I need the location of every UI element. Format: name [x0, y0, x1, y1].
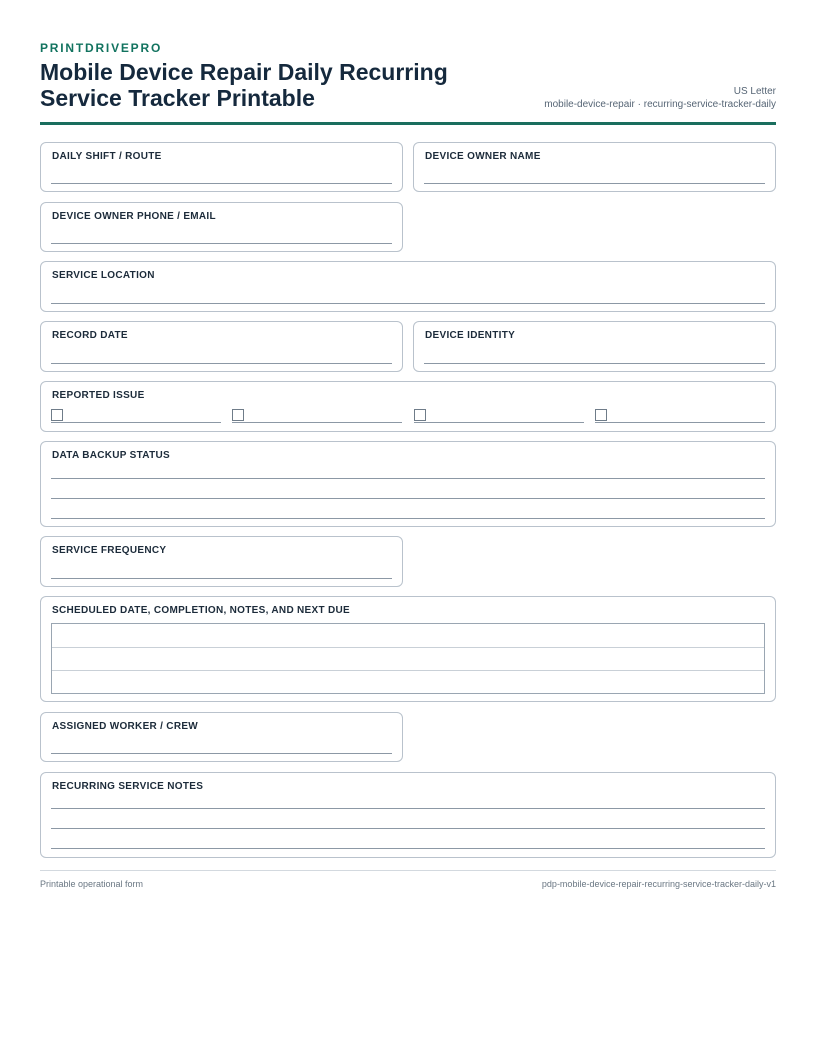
recurring-notes-line-1[interactable] — [51, 808, 765, 809]
data-backup-status-label: DATA BACKUP STATUS — [52, 450, 170, 461]
header-divider — [40, 122, 776, 125]
daily-shift-route-label: DAILY SHIFT / ROUTE — [52, 151, 162, 162]
schedule-grid-divider — [52, 670, 764, 671]
service-frequency-label: SERVICE FREQUENCY — [52, 545, 167, 556]
reported-issue-label: REPORTED ISSUE — [52, 390, 145, 401]
option-line[interactable] — [232, 422, 402, 423]
page-title: Mobile Device Repair Daily Recurring Service Tracker Printable — [40, 59, 448, 111]
service-frequency-input-line[interactable] — [51, 578, 392, 579]
footer-divider — [40, 870, 776, 871]
device-owner-name-field — [413, 142, 776, 192]
recurring-notes-label: RECURRING SERVICE NOTES — [52, 781, 204, 792]
reported-issue-option-3 — [414, 409, 584, 423]
checkbox[interactable] — [232, 409, 244, 421]
record-date-label: RECORD DATE — [52, 330, 128, 341]
schedule-table-field — [40, 596, 776, 702]
option-line[interactable] — [51, 422, 221, 423]
data-backup-status-field — [40, 441, 776, 527]
record-date-input-line[interactable] — [51, 363, 392, 364]
device-owner-contact-input-line[interactable] — [51, 243, 392, 244]
footer-description: Printable operational form — [40, 879, 144, 889]
device-identity-input-line[interactable] — [424, 363, 765, 364]
daily-shift-route-input-line[interactable] — [51, 183, 392, 184]
device-owner-contact-field — [40, 202, 403, 252]
reported-issue-option-4 — [595, 409, 765, 423]
device-identity-field — [413, 321, 776, 372]
reported-issue-option-1 — [51, 409, 221, 423]
recurring-notes-line-2[interactable] — [51, 828, 765, 829]
device-owner-contact-label: DEVICE OWNER PHONE / EMAIL — [52, 211, 216, 222]
assigned-worker-field — [40, 712, 403, 762]
recurring-notes-field — [40, 772, 776, 858]
recurring-notes-line-3[interactable] — [51, 848, 765, 849]
reported-issue-field — [40, 381, 776, 432]
schedule-grid-divider — [52, 647, 764, 648]
device-identity-label: DEVICE IDENTITY — [425, 330, 516, 341]
record-date-field — [40, 321, 403, 372]
data-backup-status-line-3[interactable] — [51, 518, 765, 519]
schedule-grid[interactable] — [51, 623, 765, 694]
data-backup-status-line-2[interactable] — [51, 498, 765, 499]
device-owner-name-input-line[interactable] — [424, 183, 765, 184]
reported-issue-option-2 — [232, 409, 402, 423]
paper-size: US Letter — [733, 86, 776, 97]
assigned-worker-input-line[interactable] — [51, 753, 392, 754]
document-slug: mobile-device-repair · recurring-service-tracker-daily — [544, 99, 776, 110]
checkbox[interactable] — [595, 409, 607, 421]
daily-shift-route-field — [40, 142, 403, 192]
footer-form-id: pdp-mobile-device-repair-recurring-service-tracker-daily-v1 — [541, 879, 776, 889]
service-location-input-line[interactable] — [51, 303, 765, 304]
brand-name: PRINTDRIVEPRO — [40, 41, 163, 55]
service-location-field — [40, 261, 776, 312]
device-owner-name-label: DEVICE OWNER NAME — [425, 151, 541, 162]
checkbox[interactable] — [51, 409, 63, 421]
service-frequency-field — [40, 536, 403, 587]
data-backup-status-line-1[interactable] — [51, 478, 765, 479]
option-line[interactable] — [414, 422, 584, 423]
service-location-label: SERVICE LOCATION — [52, 270, 155, 281]
option-line[interactable] — [595, 422, 765, 423]
schedule-table-label: SCHEDULED DATE, COMPLETION, NOTES, AND NEXT DUE — [52, 605, 351, 616]
assigned-worker-label: ASSIGNED WORKER / CREW — [52, 721, 199, 732]
document-meta — [544, 85, 776, 111]
checkbox[interactable] — [414, 409, 426, 421]
